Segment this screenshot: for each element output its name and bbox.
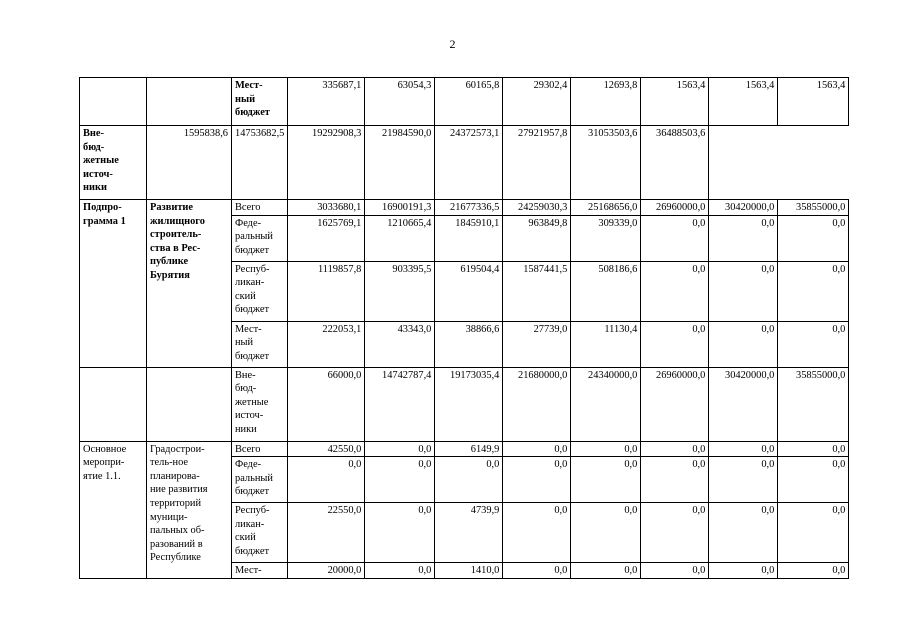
amount-cell: 21984590,0 (365, 126, 435, 200)
amount-cell: 11130,4 (571, 321, 641, 367)
funding-source-cell: Всего (232, 441, 288, 457)
amount-cell: 1625769,1 (288, 215, 365, 261)
amount-cell: 1210665,4 (365, 215, 435, 261)
amount-cell: 0,0 (571, 457, 641, 503)
table-row (80, 200, 849, 216)
amount-cell: 0,0 (365, 563, 435, 579)
amount-cell: 0,0 (365, 457, 435, 503)
funding-source-cell: Респуб- ликан- ский бюджет (232, 261, 288, 321)
amount-cell: 1563,4 (709, 78, 778, 126)
amount-cell: 0,0 (709, 503, 778, 563)
funding-source-cell: Феде- ральный бюджет (232, 215, 288, 261)
amount-cell: 0,0 (778, 261, 849, 321)
amount-cell: 0,0 (709, 563, 778, 579)
amount-cell: 31053503,6 (571, 126, 641, 200)
amount-cell: 3033680,1 (288, 200, 365, 216)
amount-cell: 963849,8 (503, 215, 571, 261)
amount-cell: 0,0 (571, 503, 641, 563)
table-row (80, 441, 849, 457)
budget-table (79, 77, 849, 579)
funding-source-cell: Мест- (232, 563, 288, 579)
amount-cell: 36488503,6 (641, 126, 709, 200)
amount-cell: 0,0 (571, 563, 641, 579)
amount-cell: 1595838,6 (147, 126, 232, 200)
amount-cell: 0,0 (709, 215, 778, 261)
amount-cell: 14753682,5 (232, 126, 288, 200)
amount-cell: 0,0 (641, 563, 709, 579)
program-name-cell (80, 367, 147, 441)
amount-cell: 0,0 (778, 441, 849, 457)
amount-cell: 0,0 (778, 457, 849, 503)
amount-cell: 66000,0 (288, 367, 365, 441)
funding-source-cell: Респуб- ликан- ский бюджет (232, 503, 288, 563)
page-number: 2 (449, 37, 456, 51)
amount-cell: 30420000,0 (709, 200, 778, 216)
amount-cell: 29302,4 (503, 78, 571, 126)
amount-cell: 0,0 (571, 441, 641, 457)
amount-cell: 27739,0 (503, 321, 571, 367)
amount-cell: 0,0 (503, 441, 571, 457)
amount-cell: 19292908,3 (288, 126, 365, 200)
amount-cell: 1845910,1 (435, 215, 503, 261)
amount-cell: 26960000,0 (641, 367, 709, 441)
amount-cell: 1563,4 (641, 78, 709, 126)
amount-cell: 1119857,8 (288, 261, 365, 321)
amount-cell: 60165,8 (435, 78, 503, 126)
amount-cell: 6149,9 (435, 441, 503, 457)
amount-cell: 22550,0 (288, 503, 365, 563)
amount-cell: 24340000,0 (571, 367, 641, 441)
amount-cell: 0,0 (778, 215, 849, 261)
amount-cell: 0,0 (641, 261, 709, 321)
amount-cell: 0,0 (641, 503, 709, 563)
program-title-cell: Развитие жилищного строитель- ства в Рес- публике Бурятия (147, 200, 232, 368)
amount-cell: 20000,0 (288, 563, 365, 579)
amount-cell: 38866,6 (435, 321, 503, 367)
amount-cell: 508186,6 (571, 261, 641, 321)
amount-cell: 21677336,5 (435, 200, 503, 216)
funding-source-cell: Вне- бюд- жетные источ- ники (80, 126, 147, 200)
amount-cell: 0,0 (709, 321, 778, 367)
amount-cell: 0,0 (365, 503, 435, 563)
funding-source-cell: Мест- ный бюджет (232, 78, 288, 126)
amount-cell: 0,0 (778, 563, 849, 579)
amount-cell: 619504,4 (435, 261, 503, 321)
amount-cell: 0,0 (365, 441, 435, 457)
amount-cell: 14742787,4 (365, 367, 435, 441)
amount-cell: 43343,0 (365, 321, 435, 367)
amount-cell: 21680000,0 (503, 367, 571, 441)
amount-cell: 27921957,8 (503, 126, 571, 200)
amount-cell: 1410,0 (435, 563, 503, 579)
amount-cell: 16900191,3 (365, 200, 435, 216)
amount-cell: 0,0 (503, 457, 571, 503)
table-row (80, 367, 849, 441)
funding-source-cell: Вне- бюд- жетные источ- ники (232, 367, 288, 441)
program-title-cell (147, 78, 232, 126)
amount-cell: 42550,0 (288, 441, 365, 457)
amount-cell: 0,0 (778, 321, 849, 367)
table-row (80, 126, 849, 200)
amount-cell: 0,0 (435, 457, 503, 503)
funding-source-cell: Мест- ный бюджет (232, 321, 288, 367)
amount-cell: 0,0 (778, 503, 849, 563)
amount-cell: 0,0 (641, 441, 709, 457)
amount-cell: 309339,0 (571, 215, 641, 261)
amount-cell: 1587441,5 (503, 261, 571, 321)
program-title-cell (147, 367, 232, 441)
amount-cell: 25168656,0 (571, 200, 641, 216)
program-title-cell: Градострои- тель-ное планирова- ние развития территорий муници- пальных об- разований в Республике (147, 441, 232, 578)
amount-cell: 63054,3 (365, 78, 435, 126)
amount-cell: 12693,8 (571, 78, 641, 126)
amount-cell: 19173035,4 (435, 367, 503, 441)
amount-cell: 0,0 (503, 563, 571, 579)
amount-cell: 903395,5 (365, 261, 435, 321)
amount-cell: 26960000,0 (641, 200, 709, 216)
amount-cell: 0,0 (709, 457, 778, 503)
amount-cell: 0,0 (709, 441, 778, 457)
amount-cell: 0,0 (709, 261, 778, 321)
amount-cell: 30420000,0 (709, 367, 778, 441)
amount-cell: 0,0 (641, 321, 709, 367)
amount-cell: 4739,9 (435, 503, 503, 563)
amount-cell: 0,0 (503, 503, 571, 563)
amount-cell: 24259030,3 (503, 200, 571, 216)
program-name-cell: Подпро- грамма 1 (80, 200, 147, 368)
program-name-cell (80, 78, 147, 126)
amount-cell: 35855000,0 (778, 367, 849, 441)
amount-cell: 1563,4 (778, 78, 849, 126)
funding-source-cell: Всего (232, 200, 288, 216)
amount-cell: 335687,1 (288, 78, 365, 126)
table-row (80, 78, 849, 126)
amount-cell: 222053,1 (288, 321, 365, 367)
amount-cell: 0,0 (641, 215, 709, 261)
program-name-cell: Основное меропри- ятие 1.1. (80, 441, 147, 578)
amount-cell: 35855000,0 (778, 200, 849, 216)
funding-source-cell: Феде- ральный бюджет (232, 457, 288, 503)
amount-cell: 24372573,1 (435, 126, 503, 200)
amount-cell: 0,0 (641, 457, 709, 503)
amount-cell: 0,0 (288, 457, 365, 503)
